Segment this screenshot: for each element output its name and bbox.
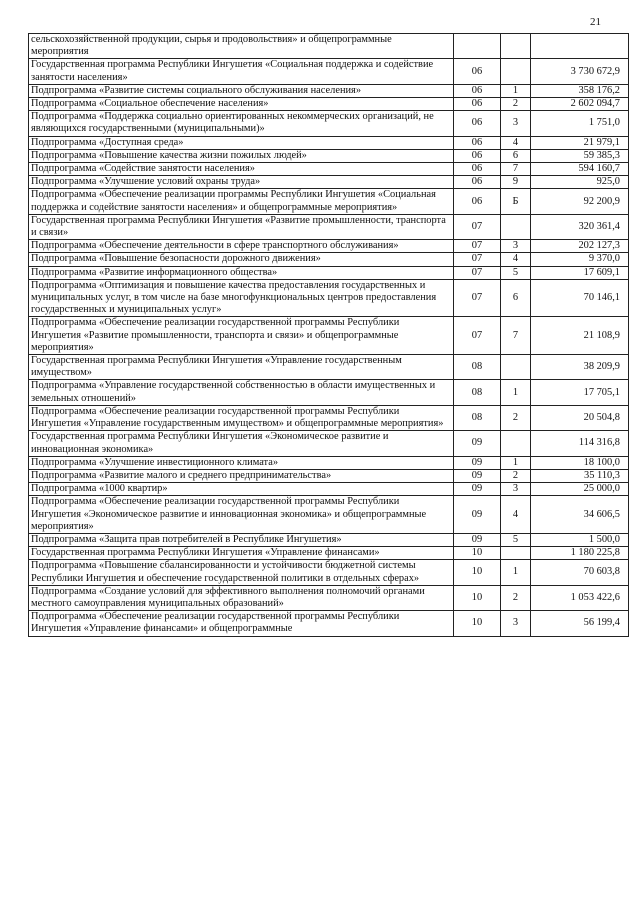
program-code-cell: 06	[454, 111, 501, 136]
table-row	[29, 496, 629, 534]
program-name-cell: Подпрограмма «Создание условий для эффективного выполнения полномочий органами местного самоуправления муниципальных образований»	[29, 585, 454, 610]
program-name-cell: Подпрограмма «1000 квартир»	[29, 483, 454, 496]
table-row	[29, 431, 629, 456]
program-code-cell: 07	[454, 253, 501, 266]
program-code-cell: 06	[454, 163, 501, 176]
program-name-cell: Подпрограмма «Поддержка социально ориентированных некоммерческих организаций, не являющихся государственными (муниципальными)»	[29, 111, 454, 136]
amount-cell: 17 609,1	[531, 266, 629, 279]
program-code-cell: 06	[454, 98, 501, 111]
subprogram-code-cell	[501, 34, 531, 59]
table-row	[29, 189, 629, 214]
subprogram-code-cell: 9	[501, 176, 531, 189]
budget-table	[28, 33, 629, 637]
amount-cell: 56 199,4	[531, 611, 629, 636]
program-name-cell: Подпрограмма «Социальное обеспечение населения»	[29, 98, 454, 111]
table-row	[29, 111, 629, 136]
program-name-cell: Государственная программа Республики Ингушетия «Экономическое развитие и инновационная экономика»	[29, 431, 454, 456]
page-number: 21	[590, 16, 601, 28]
program-name-cell: сельскохозяйственной продукции, сырья и продовольствия» и общепрограммные мероприятия	[29, 34, 454, 59]
program-code-cell: 06	[454, 176, 501, 189]
program-name-cell: Подпрограмма «Развитие информационного общества»	[29, 266, 454, 279]
program-code-cell: 09	[454, 483, 501, 496]
program-code-cell: 06	[454, 189, 501, 214]
program-code-cell: 08	[454, 405, 501, 430]
program-name-cell: Подпрограмма «Улучшение условий охраны труда»	[29, 176, 454, 189]
table-row	[29, 405, 629, 430]
subprogram-code-cell: 5	[501, 533, 531, 546]
subprogram-code-cell: 2	[501, 405, 531, 430]
subprogram-code-cell: 1	[501, 380, 531, 405]
table-row	[29, 163, 629, 176]
table-row	[29, 279, 629, 317]
subprogram-code-cell: 4	[501, 136, 531, 149]
table-row	[29, 34, 629, 59]
program-name-cell: Подпрограмма «Обеспечение реализации государственной программы Республики Ингушетия «Управление финансами» и общепрограммные	[29, 611, 454, 636]
program-name-cell: Подпрограмма «Доступная среда»	[29, 136, 454, 149]
table-body	[29, 34, 629, 637]
program-code-cell: 09	[454, 456, 501, 469]
subprogram-code-cell	[501, 214, 531, 239]
amount-cell: 59 385,3	[531, 149, 629, 162]
program-code-cell: 10	[454, 560, 501, 585]
table-row	[29, 317, 629, 355]
table-row	[29, 240, 629, 253]
subprogram-code-cell: 7	[501, 317, 531, 355]
subprogram-code-cell: 4	[501, 253, 531, 266]
subprogram-code-cell: 1	[501, 456, 531, 469]
amount-cell: 1 500,0	[531, 533, 629, 546]
program-name-cell: Государственная программа Республики Ингушетия «Управление финансами»	[29, 547, 454, 560]
program-code-cell: 06	[454, 149, 501, 162]
program-name-cell: Подпрограмма «Управление государственной собственностью в области имущественных и земельных отношений»	[29, 380, 454, 405]
program-name-cell: Государственная программа Республики Ингушетия «Развитие промышленности, транспорта и связи»	[29, 214, 454, 239]
subprogram-code-cell	[501, 547, 531, 560]
program-code-cell: 10	[454, 547, 501, 560]
amount-cell: 2 602 094,7	[531, 98, 629, 111]
table-row	[29, 533, 629, 546]
amount-cell: 70 146,1	[531, 279, 629, 317]
subprogram-code-cell	[501, 431, 531, 456]
amount-cell: 18 100,0	[531, 456, 629, 469]
amount-cell: 21 979,1	[531, 136, 629, 149]
amount-cell: 3 730 672,9	[531, 59, 629, 84]
amount-cell: 114 316,8	[531, 431, 629, 456]
amount-cell: 35 110,3	[531, 469, 629, 482]
subprogram-code-cell: 4	[501, 496, 531, 534]
amount-cell: 25 000,0	[531, 483, 629, 496]
program-code-cell: 10	[454, 611, 501, 636]
table-row	[29, 611, 629, 636]
table-row	[29, 585, 629, 610]
table-row	[29, 84, 629, 97]
amount-cell: 9 370,0	[531, 253, 629, 266]
program-name-cell: Подпрограмма «Обеспечение деятельности в сфере транспортного обслуживания»	[29, 240, 454, 253]
program-name-cell: Подпрограмма «Повышение безопасности дорожного движения»	[29, 253, 454, 266]
table-row	[29, 547, 629, 560]
program-code-cell: 09	[454, 431, 501, 456]
table-row	[29, 355, 629, 380]
table-row	[29, 483, 629, 496]
table-row	[29, 214, 629, 239]
subprogram-code-cell: 7	[501, 163, 531, 176]
subprogram-code-cell	[501, 59, 531, 84]
table-row	[29, 98, 629, 111]
program-code-cell: 07	[454, 279, 501, 317]
program-code-cell: 07	[454, 266, 501, 279]
amount-cell	[531, 34, 629, 59]
amount-cell: 594 160,7	[531, 163, 629, 176]
table-row	[29, 469, 629, 482]
subprogram-code-cell: 3	[501, 240, 531, 253]
subprogram-code-cell: Б	[501, 189, 531, 214]
program-name-cell: Государственная программа Республики Ингушетия «Управление государственным имуществом»	[29, 355, 454, 380]
program-name-cell: Подпрограмма «Обеспечение реализации государственной программы Республики Ингушетия «Экономическое развитие и инновационная экономика» и общепрограммные мероприятия»	[29, 496, 454, 534]
subprogram-code-cell: 6	[501, 149, 531, 162]
subprogram-code-cell: 6	[501, 279, 531, 317]
subprogram-code-cell: 2	[501, 585, 531, 610]
amount-cell: 925,0	[531, 176, 629, 189]
subprogram-code-cell: 1	[501, 84, 531, 97]
program-code-cell: 10	[454, 585, 501, 610]
table-row	[29, 266, 629, 279]
amount-cell: 92 200,9	[531, 189, 629, 214]
program-name-cell: Подпрограмма «Обеспечение реализации государственной программы Республики Ингушетия «Развитие промышленности, транспорта и связи» и общепрограммные мероприятия»	[29, 317, 454, 355]
program-code-cell: 06	[454, 84, 501, 97]
amount-cell: 17 705,1	[531, 380, 629, 405]
subprogram-code-cell: 1	[501, 560, 531, 585]
amount-cell: 202 127,3	[531, 240, 629, 253]
program-name-cell: Подпрограмма «Обеспечение реализации программы Республики Ингушетия «Социальная поддержка и содействие занятости населения» и общепрограммные мероприятия»	[29, 189, 454, 214]
subprogram-code-cell: 3	[501, 483, 531, 496]
program-code-cell	[454, 34, 501, 59]
amount-cell: 358 176,2	[531, 84, 629, 97]
program-code-cell: 09	[454, 469, 501, 482]
subprogram-code-cell	[501, 355, 531, 380]
amount-cell: 21 108,9	[531, 317, 629, 355]
table-row	[29, 136, 629, 149]
table-row	[29, 59, 629, 84]
table-row	[29, 380, 629, 405]
subprogram-code-cell: 2	[501, 98, 531, 111]
program-code-cell: 06	[454, 59, 501, 84]
table-row	[29, 560, 629, 585]
amount-cell: 38 209,9	[531, 355, 629, 380]
program-code-cell: 06	[454, 136, 501, 149]
table-row	[29, 176, 629, 189]
amount-cell: 320 361,4	[531, 214, 629, 239]
amount-cell: 70 603,8	[531, 560, 629, 585]
program-name-cell: Подпрограмма «Повышение качества жизни пожилых людей»	[29, 149, 454, 162]
amount-cell: 1 053 422,6	[531, 585, 629, 610]
program-name-cell: Подпрограмма «Повышение сбалансированности и устойчивости бюджетной системы Республики Ингушетия и обеспечение государственной политики в отдельных сферах»	[29, 560, 454, 585]
program-name-cell: Подпрограмма «Обеспечение реализации государственной программы Республики Ингушетия «Управление государственным имуществом» и общепрограммные мероприятия»	[29, 405, 454, 430]
program-code-cell: 08	[454, 380, 501, 405]
program-name-cell: Подпрограмма «Оптимизация и повышение качества предоставления государственных и муниципальных услуг, в том числе на базе многофункциональных центров предоставления государственных и муниципальных услуг»	[29, 279, 454, 317]
subprogram-code-cell: 3	[501, 111, 531, 136]
program-name-cell: Подпрограмма «Развитие системы социального обслуживания населения»	[29, 84, 454, 97]
program-code-cell: 07	[454, 214, 501, 239]
program-name-cell: Государственная программа Республики Ингушетия «Социальная поддержка и содействие занятости населения»	[29, 59, 454, 84]
subprogram-code-cell: 3	[501, 611, 531, 636]
program-name-cell: Подпрограмма «Содействие занятости населения»	[29, 163, 454, 176]
program-code-cell: 07	[454, 240, 501, 253]
program-code-cell: 08	[454, 355, 501, 380]
subprogram-code-cell: 2	[501, 469, 531, 482]
program-name-cell: Подпрограмма «Развитие малого и среднего предпринимательства»	[29, 469, 454, 482]
subprogram-code-cell: 5	[501, 266, 531, 279]
table-row	[29, 253, 629, 266]
program-code-cell: 09	[454, 533, 501, 546]
program-code-cell: 09	[454, 496, 501, 534]
program-code-cell: 07	[454, 317, 501, 355]
table-row	[29, 149, 629, 162]
amount-cell: 34 606,5	[531, 496, 629, 534]
table-row	[29, 456, 629, 469]
program-name-cell: Подпрограмма «Защита прав потребителей в Республике Ингушетия»	[29, 533, 454, 546]
program-name-cell: Подпрограмма «Улучшение инвестиционного климата»	[29, 456, 454, 469]
amount-cell: 1 751,0	[531, 111, 629, 136]
amount-cell: 20 504,8	[531, 405, 629, 430]
amount-cell: 1 180 225,8	[531, 547, 629, 560]
